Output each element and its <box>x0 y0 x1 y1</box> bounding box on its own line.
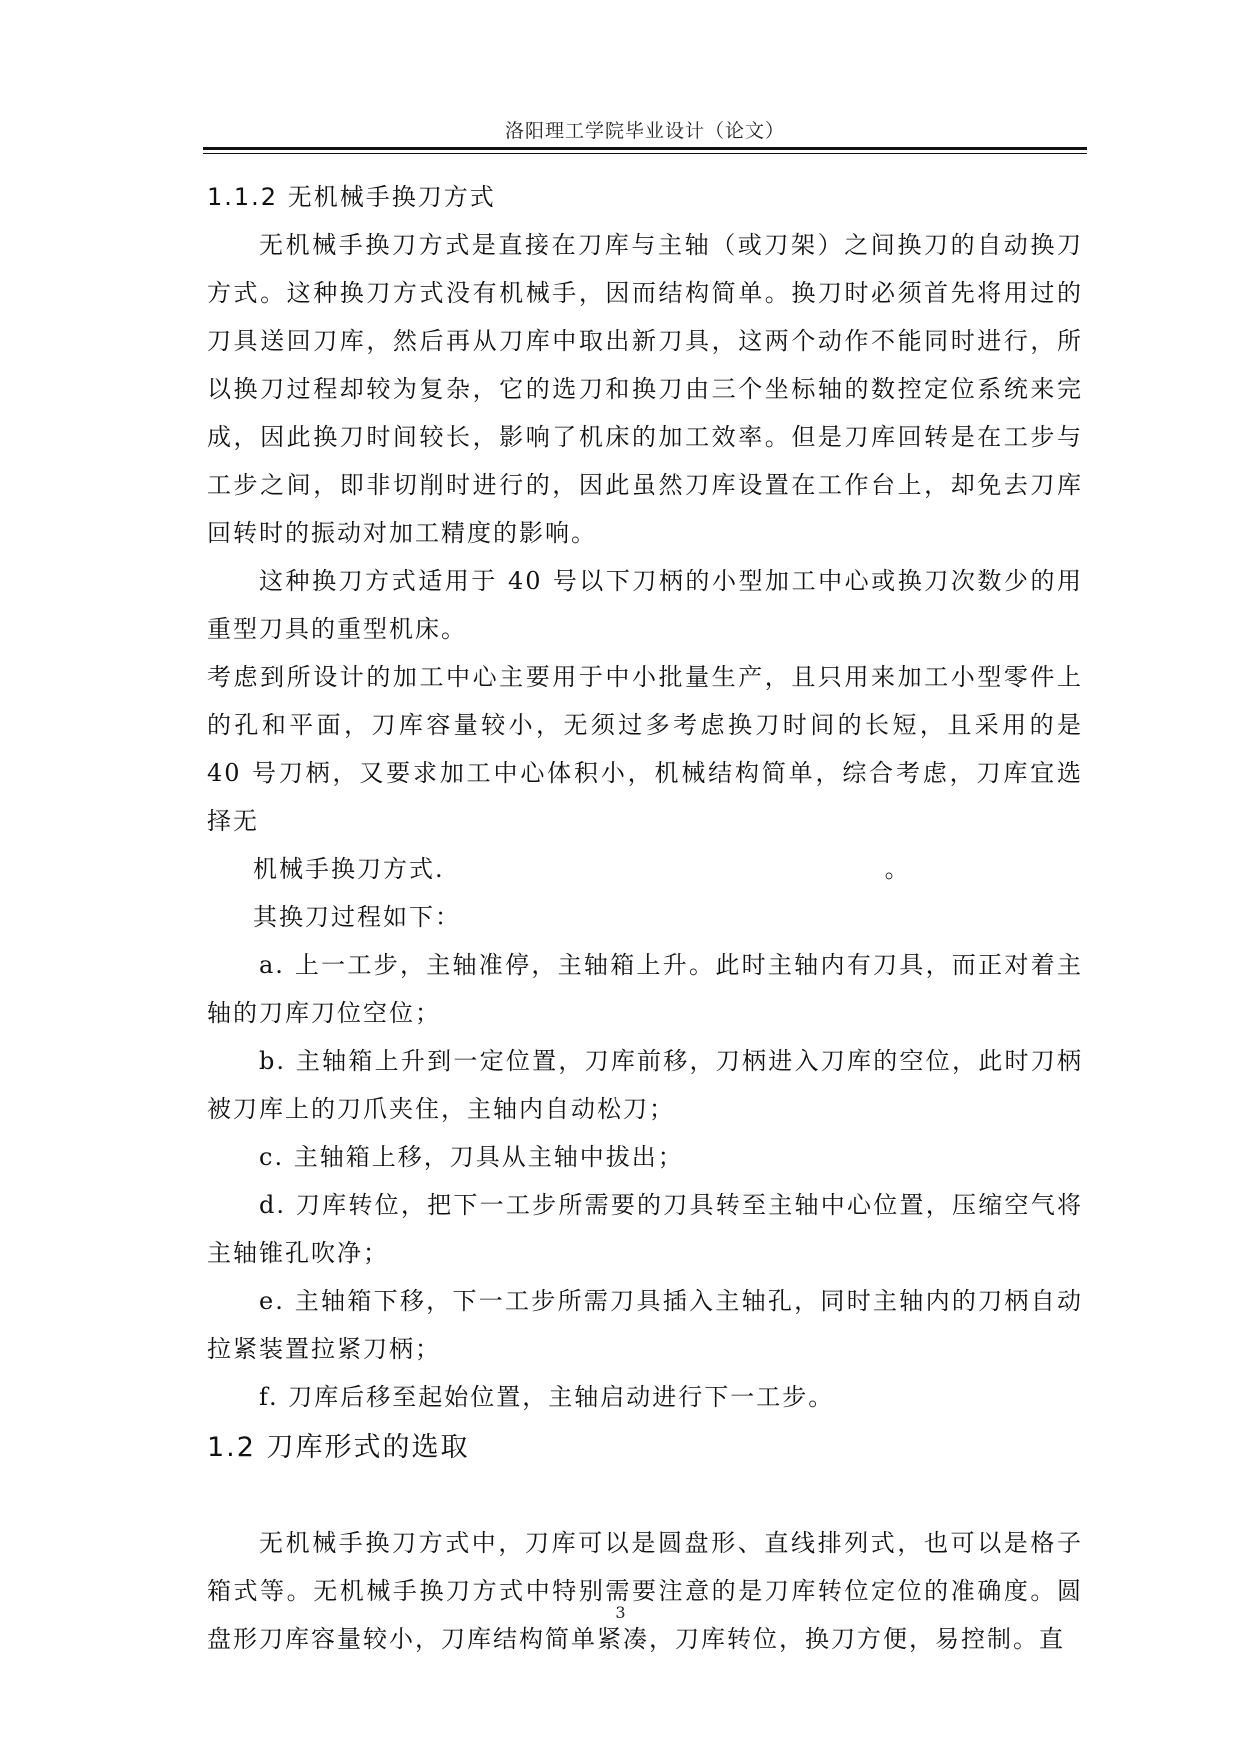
paragraph: 考虑到所设计的加工中心主要用于中小批量生产，且只用来加工小型零件上的孔和平面，刀库容量较小，无须过多考虑换刀时间的长短，且采用的是 40 号刀柄，又要求加工中心体积小，机械结构简单，综合考虑，刀库宜选择无 <box>207 663 1083 835</box>
paragraph-continuation <box>207 845 1083 893</box>
paragraph: 无机械手换刀方式中，刀库可以是圆盘形、直线排列式，也可以是格子箱式等。无机械手换刀方式中特别需要注意的是刀库转位定位的准确度。圆盘形刀库容量较小，刀库结构简单紧凑，刀库转位，换刀方便，易控制。直 <box>207 1529 1083 1653</box>
stray-period: 。 <box>884 855 911 883</box>
section-heading-1-2: 1.2 刀库形式的选取 <box>207 1432 470 1463</box>
list-item: e. 主轴箱下移，下一工步所需刀具插入主轴孔，同时主轴内的刀柄自动拉紧装置拉紧刀柄； <box>207 1287 1083 1363</box>
body-text <box>207 173 1083 1663</box>
list-item: b. 主轴箱上升到一定位置，刀库前移，刀柄进入刀库的空位，此时刀柄被刀库上的刀爪夹住，主轴内自动松刀； <box>207 1047 1083 1123</box>
paragraph: 无机械手换刀方式是直接在刀库与主轴（或刀架）之间换刀的自动换刀方式。这种换刀方式没有机械手，因而结构简单。换刀时必须首先将用过的刀具送回刀库，然后再从刀库中取出新刀具，这两个动作不能同时进行，所以换刀过程却较为复杂，它的选刀和换刀由三个坐标轴的数控定位系统来完成，因此换刀时间较长，影响了机床的加工效率。但是刀库回转是在工步与工步之间，即非切削时进行的，因此虽然刀库设置在工作台上，却免去刀库回转时的振动对加工精度的影响。 <box>207 231 1083 547</box>
running-header: 洛阳理工学院毕业设计（论文） <box>504 120 785 142</box>
list-item: d. 刀库转位，把下一工步所需要的刀具转至主轴中心位置，压缩空气将主轴锥孔吹净； <box>207 1191 1083 1267</box>
paragraph-end-text: 机械手换刀方式. <box>253 855 445 883</box>
spacer <box>207 1475 1083 1519</box>
list-item: c. 主轴箱上移，刀具从主轴中拔出； <box>259 1143 684 1171</box>
process-intro: 其换刀过程如下： <box>253 903 461 931</box>
page-number: 3 <box>615 1603 626 1622</box>
section-heading-1-1-2: 1.1.2 无机械手换刀方式 <box>207 183 496 211</box>
paragraph: 这种换刀方式适用于 40 号以下刀柄的小型加工中心或换刀次数少的用重型刀具的重型机床。 <box>207 567 1083 643</box>
list-item: a. 上一工步，主轴准停，主轴箱上升。此时主轴内有刀具，而正对着主轴的刀库刀位空位； <box>207 951 1083 1027</box>
header-rule-thin <box>203 153 1087 154</box>
list-item: f. 刀库后移至起始位置，主轴启动进行下一工步。 <box>259 1383 835 1411</box>
header-rule-thick <box>203 147 1087 150</box>
